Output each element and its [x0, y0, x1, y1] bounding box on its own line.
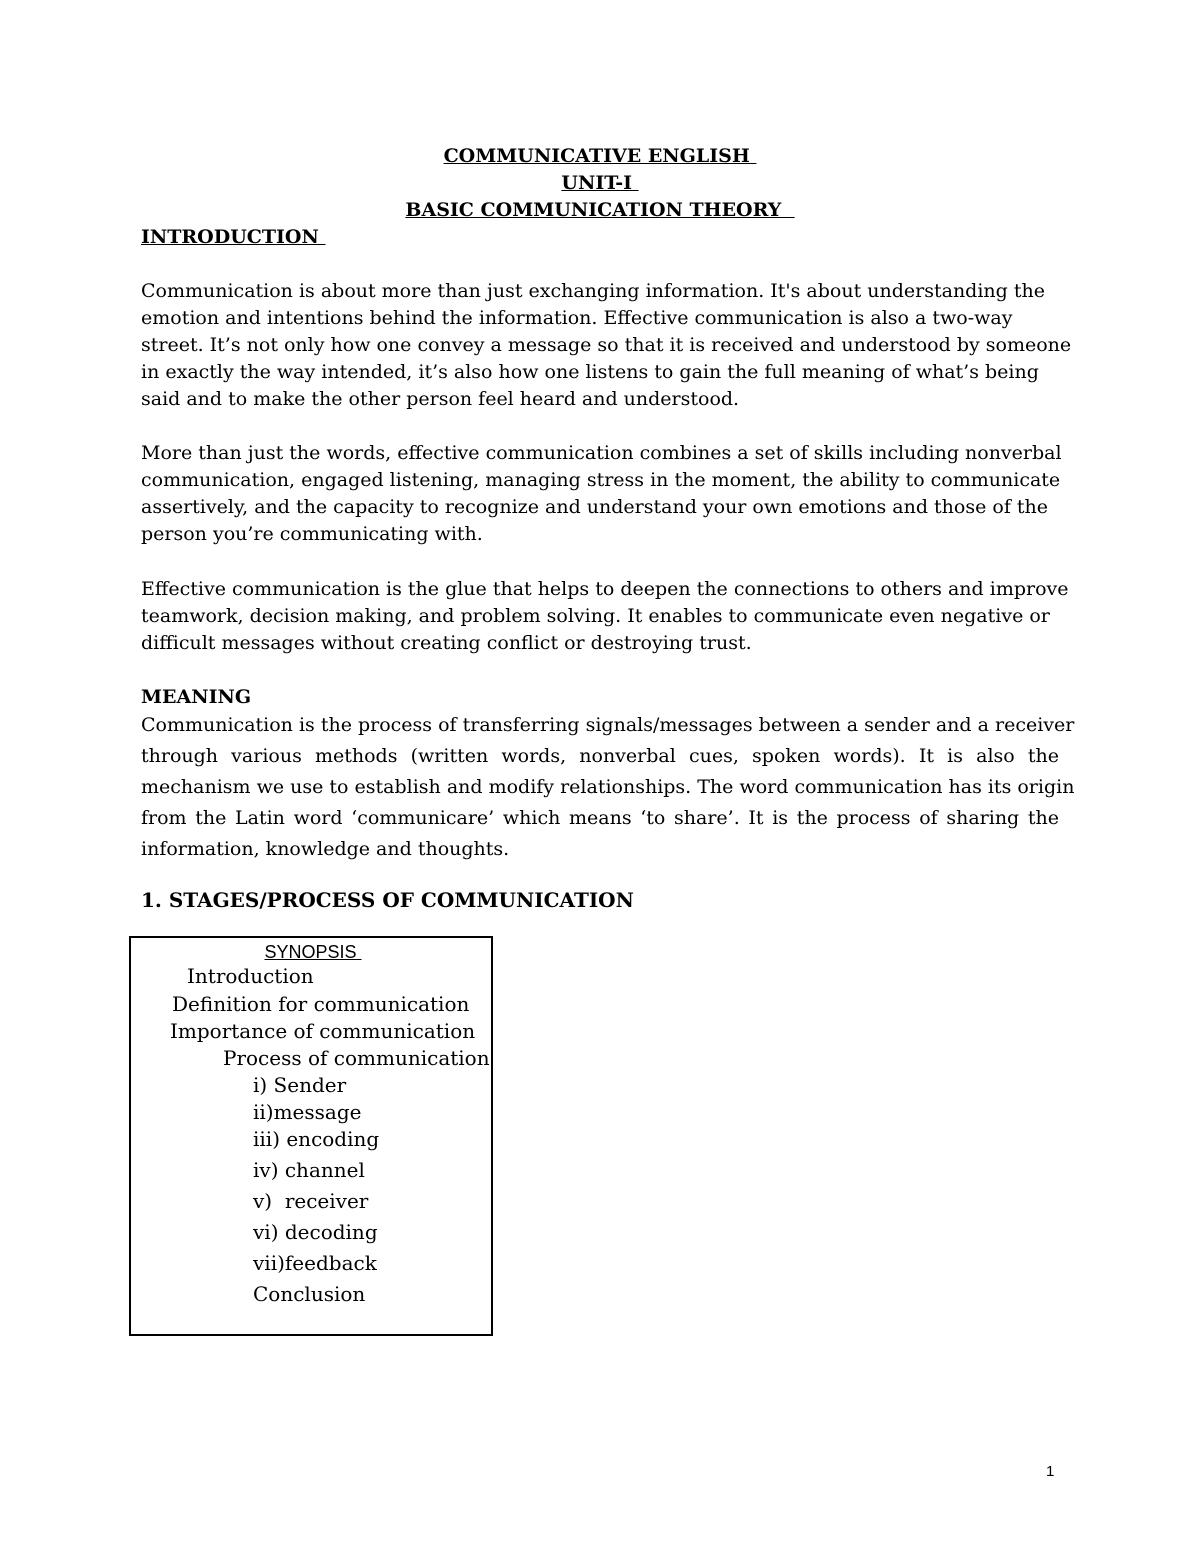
introduction-paragraph-3: [141, 576, 1069, 657]
synopsis-box: [129, 936, 493, 1336]
text-line: from the Latin word ‘communicare’ which means ‘to share’. It is the process of sharing the: [141, 807, 1059, 829]
text-line: Communication is about more than just exchanging information. It's about understanding the: [141, 280, 1045, 302]
synopsis-item: Introduction: [187, 964, 314, 988]
text-line: assertively, and the capacity to recognize and understand your own emotions and those of the: [141, 496, 1049, 518]
text-line: emotion and intentions behind the information. Effective communication is also a two-way: [141, 307, 1013, 329]
text-line: difficult messages without creating conflict or destroying trust.: [141, 632, 752, 654]
text-line: through various methods (written words, nonverbal cues, spoken words). It is also the: [141, 745, 1059, 767]
text-line: said and to make the other person feel heard and understood.: [141, 388, 740, 410]
synopsis-item: Conclusion: [253, 1282, 366, 1306]
unit-label: UNIT-I: [561, 172, 639, 194]
synopsis-item: vii)feedback: [253, 1251, 377, 1275]
synopsis-item: v) receiver: [253, 1189, 369, 1213]
synopsis-item: i) Sender: [253, 1073, 347, 1097]
text-line: street. It’s not only how one convey a message so that it is received and understood by someone: [141, 334, 1072, 356]
unit-title: BASIC COMMUNICATION THEORY: [405, 199, 795, 221]
introduction-paragraph-2: [141, 440, 1061, 548]
text-line: person you’re communicating with.: [141, 523, 483, 545]
section-heading-stages: 1. STAGES/PROCESS OF COMMUNICATION: [141, 888, 634, 912]
text-line: teamwork, decision making, and problem solving. It enables to communicate even negative or: [141, 605, 1050, 627]
course-title: COMMUNICATIVE ENGLISH: [443, 145, 757, 167]
synopsis-item: Definition for communication: [172, 992, 470, 1016]
synopsis-item: iii) encoding: [253, 1127, 380, 1151]
text-line: mechanism we use to establish and modify relationships. The word communication has its origin: [141, 776, 1075, 798]
synopsis-item: ii)message: [253, 1100, 362, 1124]
meaning-heading: MEANING: [141, 686, 252, 708]
text-line: Effective communication is the glue that helps to deepen the connections to others and improve: [141, 578, 1069, 600]
synopsis-item: vi) decoding: [253, 1220, 378, 1244]
text-line: communication, engaged listening, managing stress in the moment, the ability to communicate: [141, 469, 1061, 491]
page-number: 1: [1046, 1463, 1055, 1480]
synopsis-item: iv) channel: [253, 1158, 365, 1182]
text-line: More than just the words, effective communication combines a set of skills including nonverbal: [141, 442, 1062, 464]
text-line: information, knowledge and thoughts.: [141, 838, 510, 860]
introduction-paragraph-1: [141, 278, 1072, 413]
introduction-heading: INTRODUCTION: [141, 226, 326, 248]
synopsis-title: SYNOPSIS: [264, 942, 362, 962]
text-line: Communication is the process of transferring signals/messages between a sender and a receiver: [141, 714, 1075, 736]
text-line: in exactly the way intended, it’s also how one listens to gain the full meaning of what’s being: [141, 361, 1039, 383]
synopsis-item: Process of communication: [223, 1046, 490, 1070]
synopsis-item: Importance of communication: [170, 1019, 476, 1043]
meaning-paragraph: [141, 710, 1075, 865]
